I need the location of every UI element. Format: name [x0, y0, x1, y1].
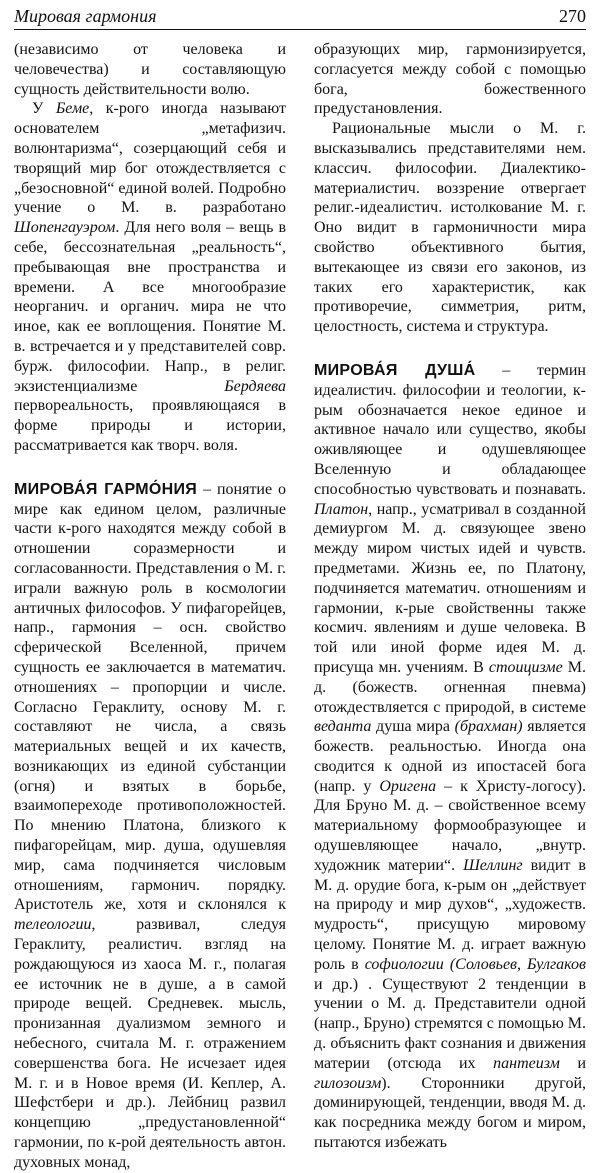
- name-berdyaev: Бердяева: [224, 377, 286, 395]
- continuation-paragraph: У Беме, к-рого иногда называют основателем „метафизич. волюнтаризма“, созерцающий себя и творящий мир бог отождествляется с „безосновной“ единой волей. Подробно учение о М. в. разработано Шопенгауэром. Для него воля – вещь в себе, бессознательная „реальность“, пребывающая вне пространства и времени. А все многообразие неорганич. и органич. мира не что иное, как ее воплощения. Понятие М. в. встречается и у представителей совр. бурж. философии. Напр., в религ. экзистенциализме Бердяева первореальность, проявляющаяся в форме природы и истории, рассматривается как творч. воля.: [14, 100, 287, 454]
- running-head: Мировая гармония: [14, 6, 157, 26]
- running-header: [14, 6, 586, 30]
- page-number: 270: [559, 6, 586, 26]
- right-column: [314, 40, 586, 1153]
- term-pantheism: пантеизм: [493, 1054, 560, 1072]
- term-sophiology: софиологии (Соловьев, Булгаков: [364, 955, 586, 973]
- name-schopenhauer: Шопенгауэром: [14, 219, 116, 237]
- term-brahman: (брахман): [454, 718, 523, 736]
- term-stoicism: стоицизме: [488, 658, 563, 676]
- name-schelling: Шеллинг: [463, 856, 523, 874]
- headword-world-harmony: МИРОВА́Я ГАРМО́НИЯ: [14, 480, 198, 498]
- term-vedanta: веданта: [314, 718, 372, 736]
- headword-world-soul: МИРОВА́Я ДУША́: [314, 361, 476, 379]
- term-teleology: телеологии: [14, 916, 92, 934]
- continuation-paragraph: (независимо от человека и человечества) и составляющую сущность действительности волю.: [14, 41, 286, 98]
- continuation-paragraph: образующих мир, гармонизируется, согласуется между собой с помощью бога, божественного предустановления.: [314, 41, 586, 118]
- continuation-paragraph: Рациональные мысли о М. г. высказывались представителями нем. классич. философии. Диалектико-материалистич. воззрение отвергает религ.-идеалистич. истолкование М. г. Оно видит в гармоничности мира свойство объективного бытия, вытекающее из связи его законов, из таких его характеристик, как противоречие, симметрия, ритм, целостность, система и структура.: [314, 120, 586, 336]
- name-plato: Платон: [314, 500, 369, 518]
- term-hylozoism: гилозоизм: [314, 1074, 382, 1092]
- name-beme: Беме: [55, 100, 90, 118]
- entry-world-soul: МИРОВА́Я ДУША́ – термин идеалистич. философии и теологии, к-рым обозначается некое единое и активное начало или существо, якобы оживляющее и одушевляющее Вселенную и обладающее способностью чувствовать и познавать. Платон, напр., усматривал в созданной демиургом М. д. связующее звено между миром чистых идей и чувств. предметами. Жизнь ее, по Платону, подчиняется математич. отношениям и гармонии, к-рые свойственны также космич. явлениям и душе человека. В той или иной форме идея М. д. присуща мн. учениям. В стоицизме М. д. (божеств. огненная пневма) отождествляется с природой, в системе веданта душа мира (брахман) является божеств. реальностью. Иногда она сводится к одной из ипостасей бога (напр. у Оригена – к Христу-логосу). Для Бруно М. д. – свойственное всему материальному формообразующее и одушевляющее начало, „внутр. художник материи“. Шеллинг видит в М. д. орудие бога, к-рым он „действует на природу и мир духов“, „художеств. мудрость“, присущую мировому целому. Понятие М. д. играет важную роль в софиологии (Соловьев, Булгаков и др.) . Существуют 2 тенденции в учении о М. д. Представители одной (напр., Бруно) стремятся с помощью М. д. объяснить факт сознания и движения материи (отсюда их пантеизм и гилозоизм). Сторонники другой, доминирующей, тенденции, вводя М. д. как посредника между богом и миром, пытаются избежать: [314, 361, 587, 1152]
- left-column: [14, 40, 286, 1173]
- name-origen: Оригена: [379, 777, 437, 795]
- entry-world-harmony: МИРОВА́Я ГАРМО́НИЯ – понятие о мире как едином целом, различные части к-рого находятся между собой в отношении соразмерности и согласованности. Представления о М. г. играли важную роль в космологии античных философов. У пифагорейцев, напр., гармония – осн. свойство сферической Вселенной, причем сущность ее заключается в математич. отношениях – пропорции и числе. Согласно Гераклиту, основу М. г. составляют не числа, а связь материальных вещей и их качеств, возникающих из единой субстанции (огня) и взятых в борьбе, взаимопереходе противоположностей. По мнению Платона, близкого к пифагорейцам, мир. душа, одушевляя мир, сама подчиняется числовым отношениям, гармонич. порядку. Аристотель же, хотя и склонялся к телеологии, развивал, следуя Гераклиту, реалистич. взгляд на рождающуюся из хаоса М. г., полагая ее источник не в душе, а в самой природе вещей. Средневек. мысль, пронизанная дуализмом земного и небесного, считала М. г. отражением совершенства бога. Не исчезает идея М. г. и в Новое время (И. Кеплер, А. Шефстбери и др.). Лейбниц развил концепцию „предустановленной“ гармонии, по к-рой деятельность автон. духовных монад,: [14, 480, 287, 1171]
